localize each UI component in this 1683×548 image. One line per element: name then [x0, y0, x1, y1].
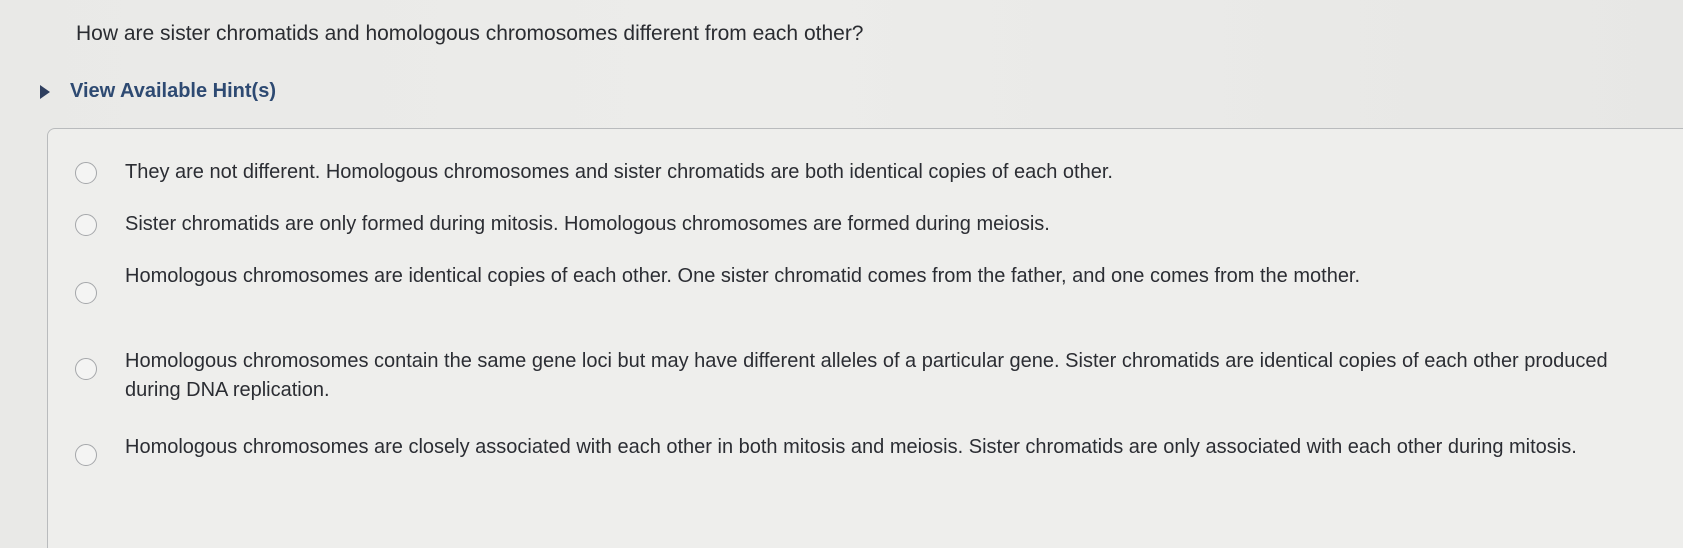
answer-option-text: Homologous chromosomes are closely associated with each other in both mitosis and meiosis. Sister chromatids are only associated with each other during mitosis. [125, 436, 1577, 458]
answer-option[interactable] [125, 262, 1645, 291]
view-hints-toggle[interactable] [40, 80, 276, 103]
question-text: How are sister chromatids and homologous chromosomes different from each other? [76, 22, 864, 45]
radio-button[interactable] [75, 162, 97, 184]
view-hints-label: View Available Hint(s) [70, 80, 276, 102]
radio-button[interactable] [75, 214, 97, 236]
answer-option[interactable] [125, 210, 1645, 239]
answer-option-text: Homologous chromosomes contain the same gene loci but may have different alleles of a particular gene. Sister chromatids are identical copies of each other produced during DNA replication. [125, 350, 1608, 401]
answer-option-text: Sister chromatids are only formed during mitosis. Homologous chromosomes are formed during meiosis. [125, 213, 1050, 235]
answer-option[interactable] [125, 347, 1645, 405]
answer-option-text: They are not different. Homologous chromosomes and sister chromatids are both identical copies of each other. [125, 161, 1113, 183]
radio-button[interactable] [75, 444, 97, 466]
answer-option-text: Homologous chromosomes are identical copies of each other. One sister chromatid comes from the father, and one comes from the mother. [125, 265, 1361, 287]
radio-button[interactable] [75, 358, 97, 380]
radio-button[interactable] [75, 282, 97, 304]
triangle-right-icon [40, 85, 50, 99]
answer-options-panel [47, 128, 1683, 548]
answer-option[interactable] [125, 433, 1645, 462]
answer-option[interactable] [125, 158, 1645, 187]
